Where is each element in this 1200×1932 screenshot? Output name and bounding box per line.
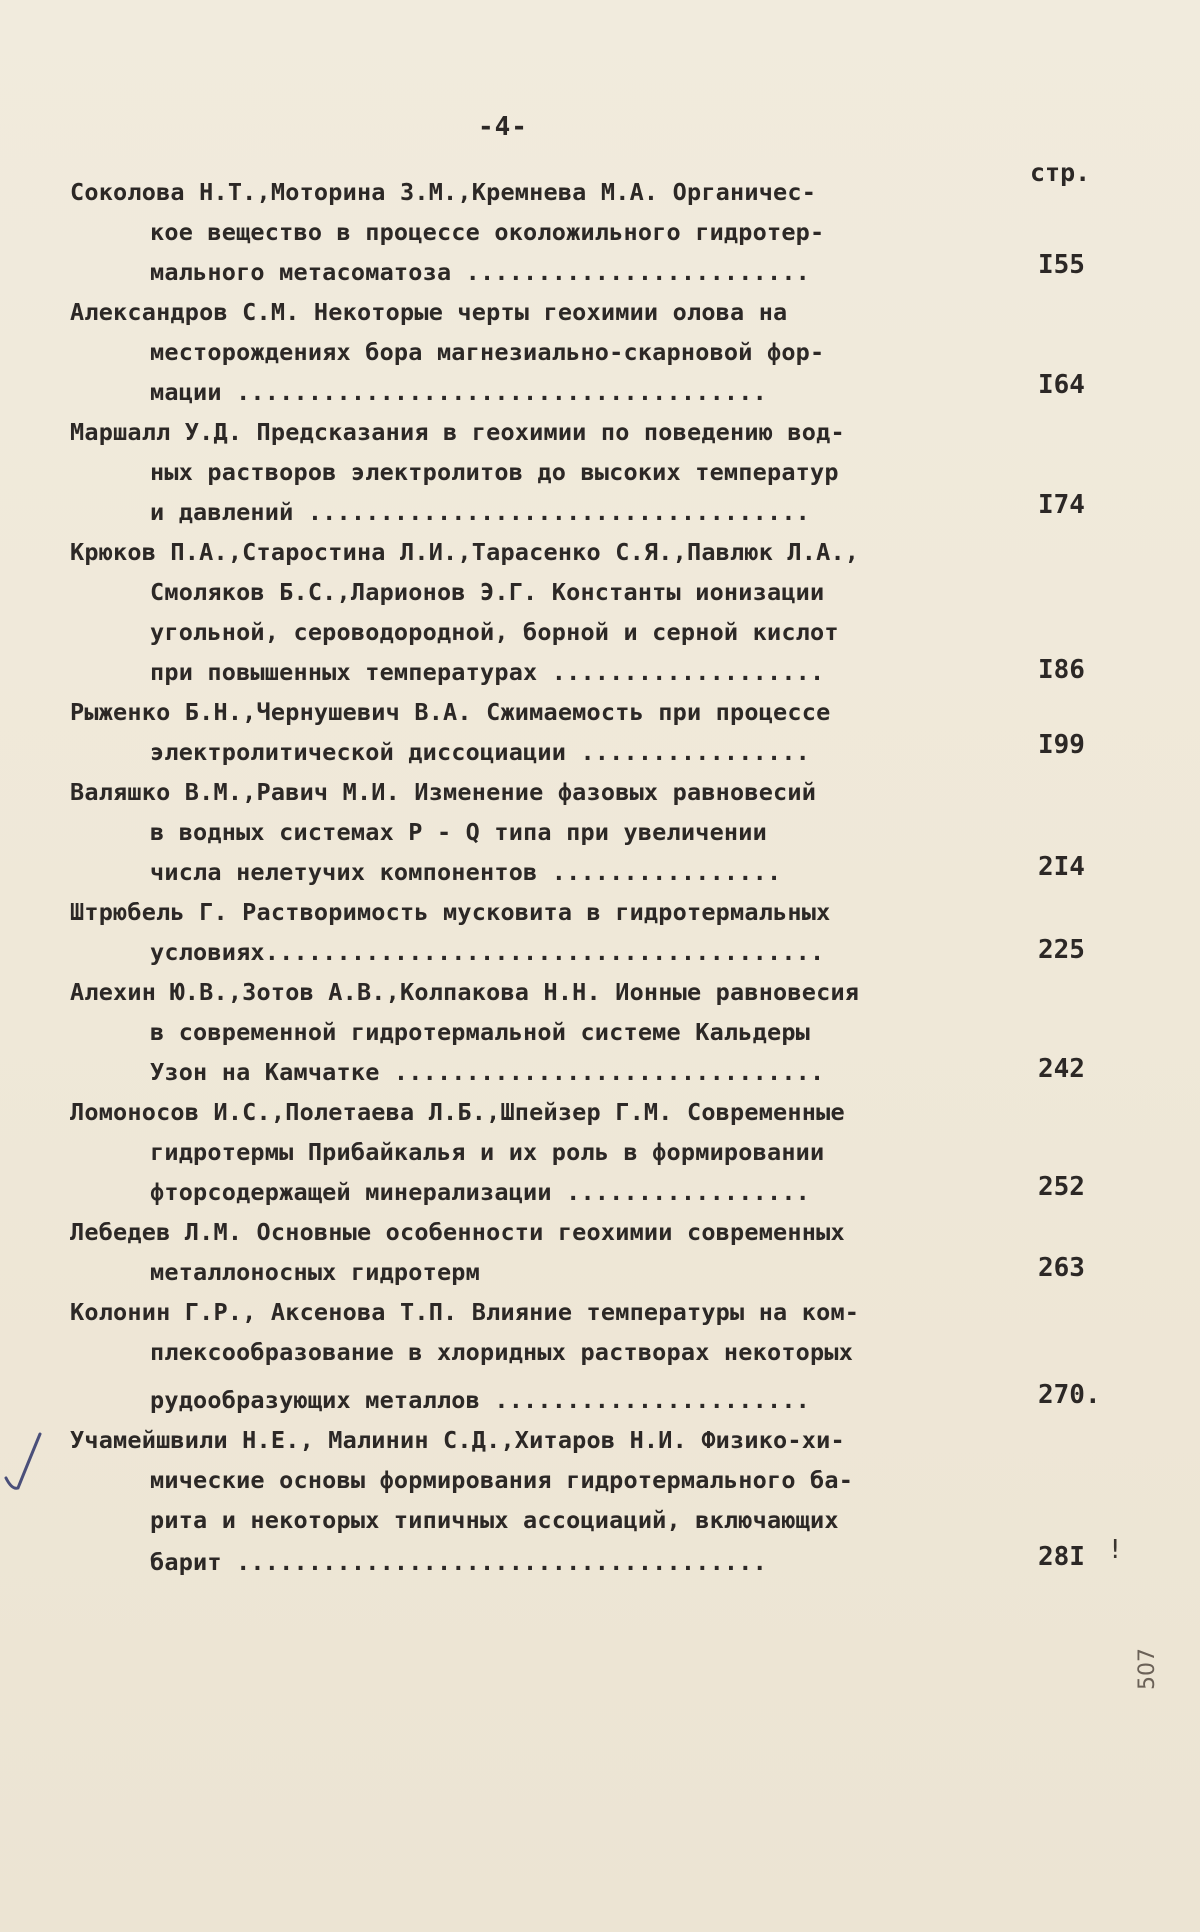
- entry-page-number: 2I4: [1038, 852, 1085, 882]
- entry-line: Александров С.М. Некоторые черты геохимии олова на: [70, 298, 788, 326]
- entry-page-number: 252: [1038, 1172, 1085, 1202]
- entry-line: рудообразующих металлов ......................: [150, 1386, 811, 1414]
- entry-line: Валяшко В.М.,Равич М.И. Изменение фазовых равновесий: [70, 778, 817, 806]
- entry-line: Колонин Г.Р., Аксенова Т.П. Влияние температуры на ком-: [70, 1298, 860, 1326]
- entry-page-number: I86: [1038, 655, 1085, 685]
- entry-page-number: I99: [1038, 730, 1085, 760]
- entry-page-number: 270.: [1038, 1380, 1101, 1410]
- entry-line: ных растворов электролитов до высоких температур: [150, 458, 839, 486]
- entry-line: Смоляков Б.С.,Ларионов Э.Г. Константы ионизации: [150, 578, 825, 606]
- entry-page-number: 225: [1038, 935, 1085, 965]
- entry-line: Крюков П.А.,Старостина Л.И.,Тарасенко С.Я.,Павлюк Л.А.,: [70, 538, 860, 566]
- entry-line: Соколова Н.Т.,Моторина З.М.,Кремнева М.А. Органичес-: [70, 178, 817, 206]
- entry-line: Маршалл У.Д. Предсказания в геохимии по поведению вод-: [70, 418, 845, 446]
- entry-line: Ломоносов И.С.,Полетаева Л.Б.,Шпейзер Г.М. Современные: [70, 1098, 845, 1126]
- entry-line: Рыженко Б.Н.,Чернушевич В.А. Сжимаемость при процессе: [70, 698, 831, 726]
- entry-page-number: I55: [1038, 250, 1085, 280]
- page-column-label: стр.: [1030, 158, 1091, 187]
- entry-line: Штрюбель Г. Растворимость мусковита в гидротермальных: [70, 898, 831, 926]
- entry-line: гидротермы Прибайкалья и их роль в формировании: [150, 1138, 825, 1166]
- entry-page-number: I74: [1038, 490, 1085, 520]
- entry-line: угольной, сероводородной, борной и серной кислот: [150, 618, 839, 646]
- entry-line: металлоносных гидротерм: [150, 1258, 481, 1286]
- archive-page-number: 507: [1135, 1648, 1160, 1690]
- entry-line: фторсодержащей минерализации .................: [150, 1178, 811, 1206]
- entry-line: числа нелетучих компонентов ................: [150, 858, 782, 886]
- entry-line: электролитической диссоциации ................: [150, 738, 811, 766]
- entry-line: месторождениях бора магнезиально-скарновой фор-: [150, 338, 825, 366]
- entry-line: в современной гидротермальной системе Кальдеры: [150, 1018, 811, 1046]
- page-number: -4-: [478, 112, 528, 142]
- entry-line: Лебедев Л.М. Основные особенности геохимии современных: [70, 1218, 845, 1246]
- entry-page-number: 28I: [1038, 1542, 1085, 1572]
- entry-line: Алехин Ю.В.,Зотов А.В.,Колпакова Н.Н. Ионные равновесия: [70, 978, 860, 1006]
- entry-line: мические основы формирования гидротермального ба-: [150, 1466, 854, 1494]
- margin-mark: !: [1110, 1535, 1121, 1565]
- checkmark-icon: [0, 1428, 45, 1498]
- entry-line: Узон на Камчатке ..............................: [150, 1058, 825, 1086]
- entry-line: Учамейшвили Н.Е., Малинин С.Д.,Хитаров Н.И. Физико-хи-: [70, 1426, 845, 1454]
- entry-line: условиях.......................................: [150, 938, 825, 966]
- entry-line: рита и некоторых типичных ассоциаций, включающих: [150, 1506, 839, 1534]
- entry-line: кое вещество в процессе околожильного гидротер-: [150, 218, 825, 246]
- entry-page-number: 242: [1038, 1054, 1085, 1084]
- entry-line: мального метасоматоза ........................: [150, 258, 811, 286]
- entry-line: плексообразование в хлоридных растворах некоторых: [150, 1338, 854, 1366]
- entry-line: мации .....................................: [150, 378, 767, 406]
- entry-line: и давлений ...................................: [150, 498, 811, 526]
- entry-page-number: I64: [1038, 370, 1085, 400]
- entry-line: в водных системах P - Q типа при увеличении: [150, 818, 767, 846]
- entry-line: барит .....................................: [150, 1548, 767, 1576]
- entry-line: при повышенных температурах ...................: [150, 658, 825, 686]
- entry-page-number: 263: [1038, 1253, 1085, 1283]
